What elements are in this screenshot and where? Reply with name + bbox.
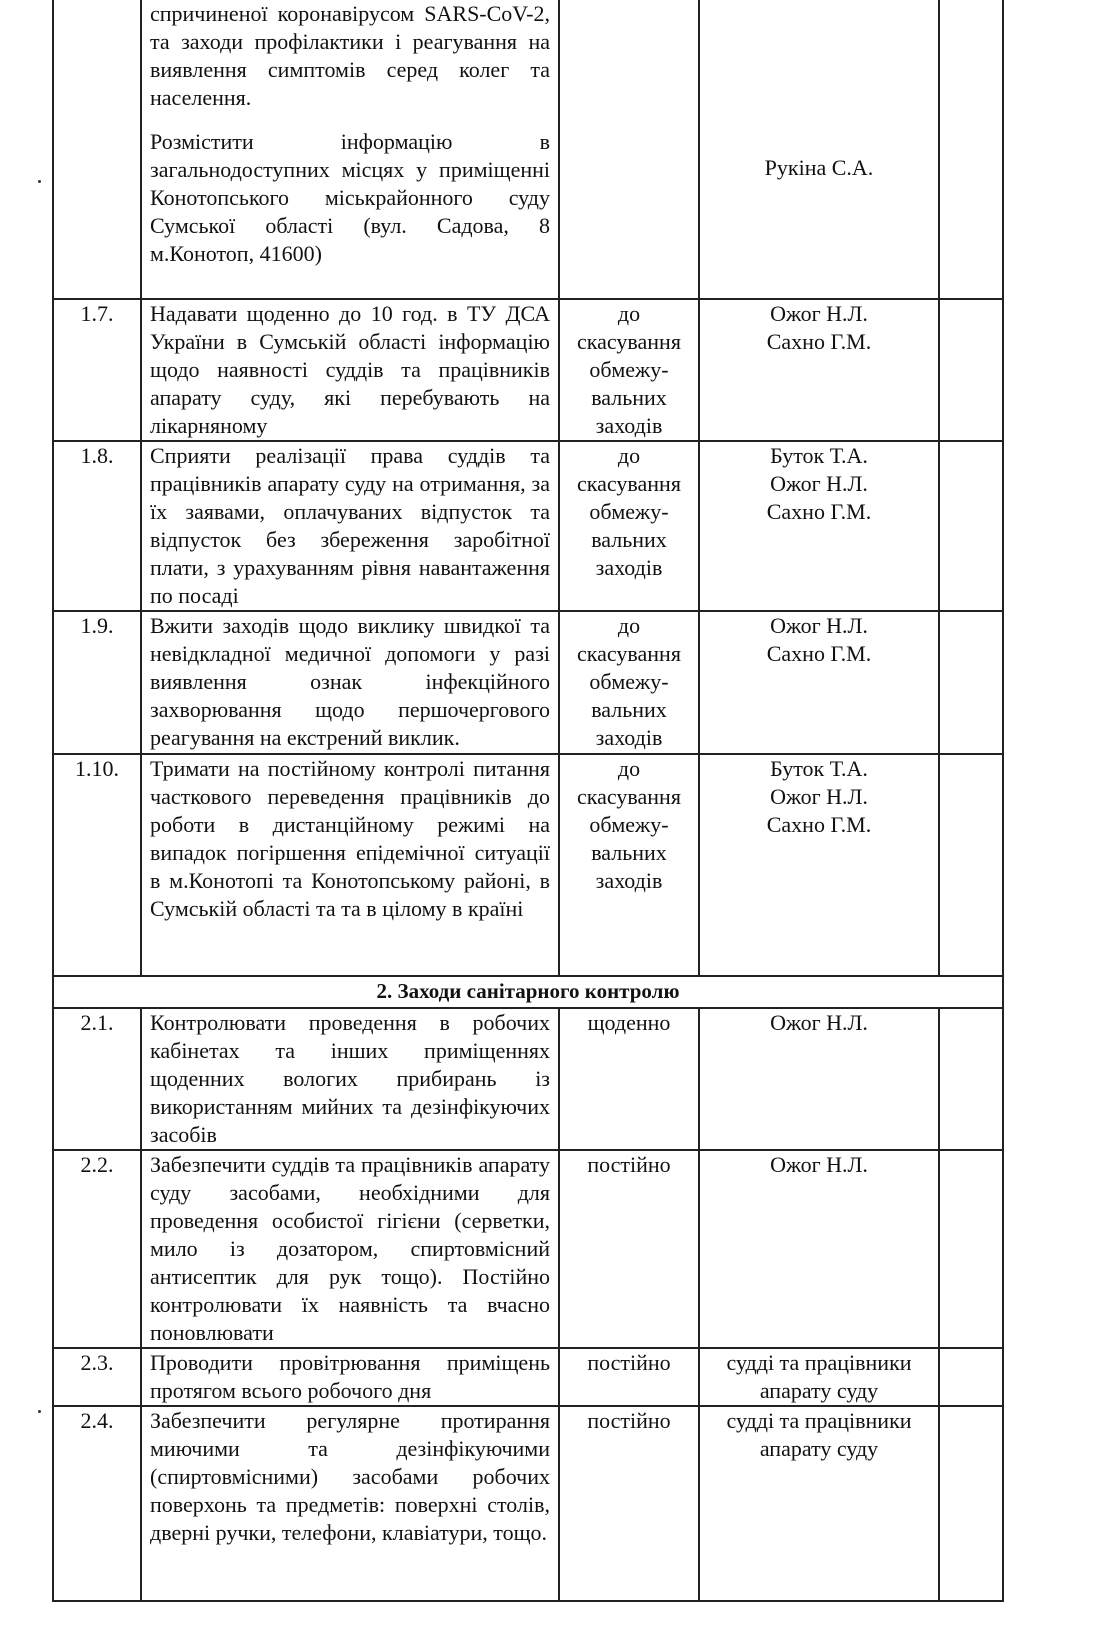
table-row	[53, 441, 1003, 611]
term-cell	[559, 0, 699, 299]
term-line: заходів	[595, 868, 663, 893]
responsible-person: апарату суду	[759, 1436, 879, 1461]
row-number	[53, 0, 141, 299]
row-number: 2.2.	[53, 1150, 141, 1348]
term-cell	[559, 1348, 699, 1406]
responsible-cell	[699, 0, 939, 299]
term-line: щоденно	[587, 1010, 671, 1035]
table-row	[53, 1348, 1003, 1406]
term-line: обмежу-	[589, 669, 669, 694]
measure-text	[141, 1348, 559, 1406]
term-line: до	[617, 613, 641, 638]
term-cell	[559, 441, 699, 611]
responsible-person: Ожог Н.Л.	[770, 613, 868, 638]
measure-paragraph: Тримати на постійному контролі питання часткового переведення працівників до роботи в дистанційному режимі на випадок погіршення епідемічної ситуації в м.Конотопі та Конотопському районі, в Сумській області та та в цілому в країні	[150, 756, 550, 921]
notes-cell	[939, 299, 1003, 441]
measure-text	[141, 1008, 559, 1150]
measure-text	[141, 754, 559, 976]
responsible-person: Ожог Н.Л.	[770, 1152, 868, 1177]
term-line: до	[617, 443, 641, 468]
responsible-cell	[699, 1008, 939, 1150]
responsible-person: Ожог Н.Л.	[770, 301, 868, 326]
responsible-person: судді та працівники	[726, 1350, 912, 1375]
measure-text	[141, 611, 559, 754]
measure-text	[141, 0, 559, 299]
responsible-person: Сахно Г.М.	[766, 499, 872, 524]
measure-paragraph: Сприяти реалізації права суддів та працівників апарату суду на отримання, за їх заявами, оплачуваних відпусток та відпусток без збереження заробітної плати, з урахуванням рівня навантаження по посаді	[150, 443, 550, 608]
notes-cell	[939, 1406, 1003, 1601]
term-cell	[559, 1406, 699, 1601]
table-row	[53, 1008, 1003, 1150]
term-line: вальних	[591, 385, 667, 410]
term-line: вальних	[591, 840, 667, 865]
measure-paragraph: Розмістити інформацію в загальнодоступних місцях у приміщенні Конотопського міськрайонного суду Сумської області (вул. Садова, 8 м.Конотоп, 41600)	[150, 129, 550, 266]
responsible-cell	[699, 611, 939, 754]
term-line: до	[617, 756, 641, 781]
term-line: скасування	[577, 329, 681, 354]
notes-cell	[939, 0, 1003, 299]
row-number: 1.8.	[53, 441, 141, 611]
measures-table	[52, 0, 1004, 1602]
scan-speck	[38, 1410, 41, 1413]
responsible-person: Буток Т.А.	[770, 756, 868, 781]
notes-cell	[939, 441, 1003, 611]
scan-speck	[38, 180, 41, 183]
responsible-cell	[699, 754, 939, 976]
responsible-person: Рукіна С.А.	[764, 155, 874, 180]
term-line: обмежу-	[589, 499, 669, 524]
row-number: 1.7.	[53, 299, 141, 441]
notes-cell	[939, 754, 1003, 976]
notes-cell	[939, 1008, 1003, 1150]
term-line: вальних	[591, 697, 667, 722]
responsible-person: судді та працівники	[726, 1408, 912, 1433]
notes-cell	[939, 1348, 1003, 1406]
responsible-person: Сахно Г.М.	[766, 812, 872, 837]
term-line: скасування	[577, 784, 681, 809]
term-line: до	[617, 301, 641, 326]
section-header-row	[53, 976, 1003, 1008]
measure-text	[141, 1150, 559, 1348]
measure-paragraph: Забезпечити регулярне протирання миючими та дезінфікуючими (спиртовмісними) засобами робочих поверхонь та предметів: поверхні столів, дверні ручки, телефони, клавіатури, тощо.	[150, 1408, 550, 1545]
term-cell	[559, 611, 699, 754]
measure-paragraph: Надавати щоденно до 10 год. в ТУ ДСА України в Сумській області інформацію щодо наявності суддів та працівників апарату суду, які перебувають на лікарняному	[150, 301, 550, 438]
term-line: заходів	[595, 555, 663, 580]
term-line: постійно	[587, 1152, 671, 1177]
table-row	[53, 0, 1003, 299]
responsible-person: Буток Т.А.	[770, 443, 868, 468]
measure-paragraph: Проводити провітрювання приміщень протягом всього робочого дня	[150, 1350, 550, 1403]
term-line: скасування	[577, 471, 681, 496]
term-cell	[559, 299, 699, 441]
term-line: скасування	[577, 641, 681, 666]
row-number: 2.1.	[53, 1008, 141, 1150]
term-line: обмежу-	[589, 357, 669, 382]
responsible-person: Сахно Г.М.	[766, 641, 872, 666]
table-row	[53, 754, 1003, 976]
responsible-person: апарату суду	[759, 1378, 879, 1403]
measure-paragraph: Забезпечити суддів та працівників апарату суду засобами, необхідними для проведення особистої гігієни (серветки, мило із дозатором, спиртовмісний антисептик для рук тощо). Постійно контролювати їх наявність та вчасно поновлювати	[150, 1152, 550, 1345]
responsible-person: Ожог Н.Л.	[770, 471, 868, 496]
notes-cell	[939, 1150, 1003, 1348]
row-number: 2.4.	[53, 1406, 141, 1601]
term-line: заходів	[595, 413, 663, 438]
term-cell	[559, 1008, 699, 1150]
measure-text	[141, 441, 559, 611]
notes-cell	[939, 611, 1003, 754]
table-row	[53, 299, 1003, 441]
row-number: 2.3.	[53, 1348, 141, 1406]
section-title: 2. Заходи санітарного контролю	[53, 976, 1003, 1008]
responsible-cell	[699, 299, 939, 441]
responsible-cell	[699, 441, 939, 611]
term-line: обмежу-	[589, 812, 669, 837]
measure-paragraph: Вжити заходів щодо виклику швидкої та невідкладної медичної допомоги у разі виявлення ознак інфекційного захворювання щодо першочергового реагування на екстрений виклик.	[150, 613, 550, 750]
measure-text	[141, 1406, 559, 1601]
term-line: вальних	[591, 527, 667, 552]
term-line: постійно	[587, 1408, 671, 1433]
responsible-person: Сахно Г.М.	[766, 329, 872, 354]
term-cell	[559, 754, 699, 976]
responsible-cell	[699, 1150, 939, 1348]
responsible-person: Ожог Н.Л.	[770, 784, 868, 809]
row-number: 1.10.	[53, 754, 141, 976]
table-row	[53, 611, 1003, 754]
term-line: постійно	[587, 1350, 671, 1375]
responsible-cell	[699, 1406, 939, 1601]
measure-paragraph: спричиненої коронавірусом SARS-CoV-2, та заходи профілактики і реагування на виявлення симптомів серед колег та населення.	[150, 1, 550, 110]
responsible-person: Ожог Н.Л.	[770, 1010, 868, 1035]
row-number: 1.9.	[53, 611, 141, 754]
measure-paragraph: Контролювати проведення в робочих кабінетах та інших приміщеннях щоденних вологих прибирань із використанням мийних та дезінфікуючих засобів	[150, 1010, 550, 1147]
responsible-cell	[699, 1348, 939, 1406]
term-cell	[559, 1150, 699, 1348]
table-row	[53, 1406, 1003, 1601]
term-line: заходів	[595, 725, 663, 750]
measure-text	[141, 299, 559, 441]
table-row	[53, 1150, 1003, 1348]
